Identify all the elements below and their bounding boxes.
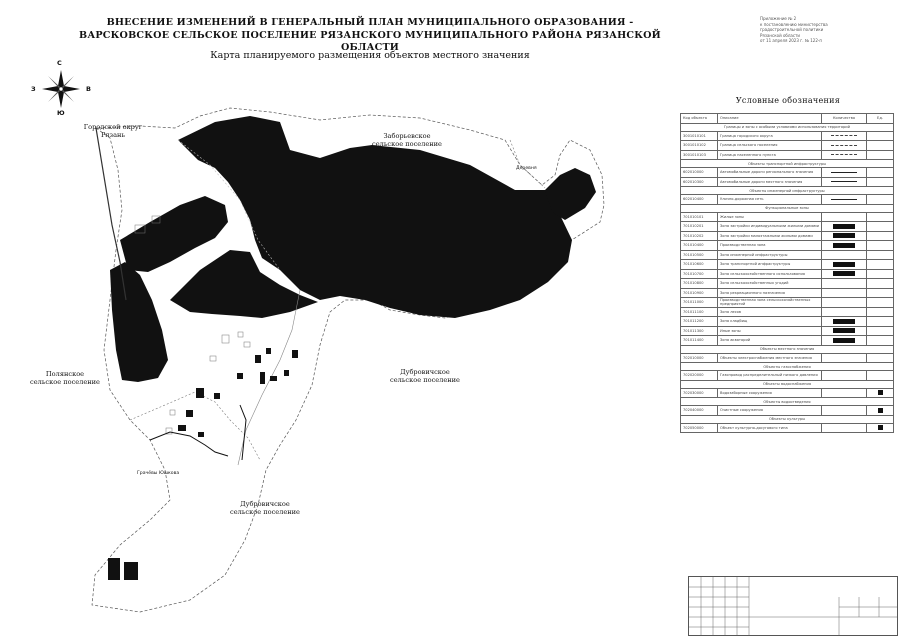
stamp-grid xyxy=(689,577,897,635)
legend-section-heading: Объекты водоотведения xyxy=(681,398,894,406)
legend-symbol xyxy=(822,406,867,416)
legend-symbol xyxy=(822,336,867,346)
compass-north: С xyxy=(57,59,62,67)
legend-code: 701011200 xyxy=(681,317,718,327)
legend-marker xyxy=(867,260,894,270)
legend-symbol xyxy=(822,131,867,141)
legend-description: Производственная зона xyxy=(718,241,822,251)
label-line: сельское поселение xyxy=(230,508,300,516)
swatch-black-icon xyxy=(833,233,855,238)
approval-line: от 11 апреля 2023 г. № 122-п xyxy=(760,38,822,43)
legend-marker xyxy=(867,298,894,308)
legend-description: Зона акваторий xyxy=(718,336,822,346)
legend-symbol: Количество xyxy=(822,114,867,124)
square-marker-icon xyxy=(878,390,883,395)
zone-west-strip xyxy=(110,262,168,382)
solid-line-icon xyxy=(831,172,857,173)
swatch-black-icon xyxy=(833,319,855,324)
legend-description: Зона кладбищ xyxy=(718,317,822,327)
compass-west: З xyxy=(31,85,36,93)
title-block-stamp xyxy=(688,576,898,636)
legend-section-heading: Объекты инженерной инфраструктуры xyxy=(681,187,894,195)
legend-row xyxy=(681,177,894,187)
legend-description: Зона транспортной инфраструктуры xyxy=(718,260,822,270)
legend-code: 701011300 xyxy=(681,326,718,336)
legend-description: Зона сельскохозяйственного использования xyxy=(718,269,822,279)
legend-description: Зона застройки малоэтажными жилыми домами xyxy=(718,231,822,241)
legend-code: 3001010103 xyxy=(681,150,718,160)
legend-row xyxy=(681,363,894,371)
legend-code: 602010000 xyxy=(681,168,718,178)
approval-note xyxy=(760,16,895,44)
label-line: Полянское xyxy=(45,370,85,378)
legend-marker xyxy=(867,195,894,205)
legend-row xyxy=(681,298,894,308)
label-line: сельское поселение xyxy=(372,140,442,148)
swatch-black-icon xyxy=(833,328,855,333)
legend-row xyxy=(681,388,894,398)
compass-east: В xyxy=(86,85,91,93)
legend-marker: Ед. xyxy=(867,114,894,124)
compass-south: Ю xyxy=(57,109,65,117)
legend-symbol xyxy=(822,250,867,260)
legend-section-heading: Объекты транспортной инфраструктуры xyxy=(681,160,894,168)
legend-marker xyxy=(867,371,894,381)
legend-symbol xyxy=(822,269,867,279)
legend-marker xyxy=(867,168,894,178)
legend-code: 702040000 xyxy=(681,406,718,416)
legend-description: Автомобильные дороги регионального значения xyxy=(718,168,822,178)
legend-row xyxy=(681,269,894,279)
swatch-black-icon xyxy=(833,338,855,343)
legend-code: 702010000 xyxy=(681,353,718,363)
legend-description: Граница городского округа xyxy=(718,131,822,141)
legend-symbol xyxy=(822,353,867,363)
legend-row xyxy=(681,250,894,260)
label-line: Дубровичское xyxy=(400,368,450,376)
legend-description: Улично-дорожная сеть xyxy=(718,195,822,205)
legend-row xyxy=(681,398,894,406)
legend-marker xyxy=(867,279,894,289)
legend-symbol xyxy=(822,222,867,232)
legend-marker xyxy=(867,353,894,363)
legend-symbol xyxy=(822,423,867,433)
legend-description: Производственная зона сельскохозяйственных предприятий xyxy=(718,298,822,308)
label-ryazan xyxy=(78,123,148,139)
legend-description: Зона сельскохозяйственных угодий xyxy=(718,279,822,289)
legend-code: 701010400 xyxy=(681,241,718,251)
legend-description: Объект культурно-досугового типа xyxy=(718,423,822,433)
label-line: Заборьевское xyxy=(383,132,431,140)
legend-description: Граница населенного пункта xyxy=(718,150,822,160)
square-marker-icon xyxy=(878,408,883,413)
legend-marker xyxy=(867,141,894,151)
legend-section-heading: Объекты местного значения xyxy=(681,345,894,353)
legend-marker xyxy=(867,336,894,346)
legend-symbol xyxy=(822,177,867,187)
legend-symbol xyxy=(822,150,867,160)
legend-marker xyxy=(867,131,894,141)
title-line-2: ВАРСКОВСКОЕ СЕЛЬСКОЕ ПОСЕЛЕНИЕ РЯЗАНСКОГО МУНИЦИПАЛЬНОГО РАЙОНА РЯЗАНСКОЙ ОБЛАСТИ xyxy=(79,30,661,53)
label-line: Дубровичское xyxy=(240,500,290,508)
legend-description: Зона застройки индивидуальными жилыми домами xyxy=(718,222,822,232)
legend-symbol xyxy=(822,307,867,317)
label-line: сельское поселение xyxy=(30,378,100,386)
legend-section-heading: Объекты газоснабжения xyxy=(681,363,894,371)
legend-row xyxy=(681,336,894,346)
legend-marker xyxy=(867,150,894,160)
legend-marker xyxy=(867,388,894,398)
legend-row xyxy=(681,353,894,363)
legend-code: 701010600 xyxy=(681,260,718,270)
legend-row xyxy=(681,326,894,336)
legend-row xyxy=(681,288,894,298)
legend-row xyxy=(681,231,894,241)
legend-code: 701010900 xyxy=(681,288,718,298)
legend-marker xyxy=(867,250,894,260)
legend-section-heading: Объекты водоснабжения xyxy=(681,380,894,388)
legend-code: 701011000 xyxy=(681,298,718,308)
legend-row xyxy=(681,307,894,317)
legend-code: 602010400 xyxy=(681,195,718,205)
label-zaborye xyxy=(362,132,452,148)
swatch-black-icon xyxy=(833,262,855,267)
legend-description: Граница сельского поселения xyxy=(718,141,822,151)
legend-symbol xyxy=(822,371,867,381)
legend-code: 701010202 xyxy=(681,231,718,241)
solid-line-icon xyxy=(831,181,857,182)
legend-symbol xyxy=(822,260,867,270)
legend-code: 3001010101 xyxy=(681,131,718,141)
legend-marker xyxy=(867,212,894,222)
legend-marker xyxy=(867,406,894,416)
legend-row xyxy=(681,150,894,160)
legend-code: 701010700 xyxy=(681,269,718,279)
legend-symbol xyxy=(822,241,867,251)
legend-code: 3001010102 xyxy=(681,141,718,151)
legend-row xyxy=(681,168,894,178)
legend-description: Газопровод распределительный низкого давления xyxy=(718,371,822,381)
legend-row xyxy=(681,212,894,222)
label-line: Рязань xyxy=(100,131,126,139)
legend-description: Очистные сооружения xyxy=(718,406,822,416)
legend-description: Иные зоны xyxy=(718,326,822,336)
legend-code: 701010800 xyxy=(681,279,718,289)
legend-row xyxy=(681,279,894,289)
label-dubrovichi-east xyxy=(380,368,470,384)
legend-marker xyxy=(867,269,894,279)
legend-row xyxy=(681,345,894,353)
legend-code: 701011100 xyxy=(681,307,718,317)
approval-line: Рязанской области xyxy=(760,32,800,38)
legend-code: 702030000 xyxy=(681,388,718,398)
legend-row xyxy=(681,160,894,168)
swatch-black-icon xyxy=(833,224,855,229)
legend-symbol xyxy=(822,326,867,336)
legend-code: 702020000 xyxy=(681,371,718,381)
legend-symbol xyxy=(822,195,867,205)
legend-description: Зона лесов xyxy=(718,307,822,317)
legend-code: 702050000 xyxy=(681,423,718,433)
legend-code: 701010201 xyxy=(681,222,718,232)
legend-row xyxy=(681,380,894,388)
legend-description: Объекты электроснабжения местного значения xyxy=(718,353,822,363)
legend-symbol xyxy=(822,212,867,222)
solid-line-icon xyxy=(831,199,857,200)
approval-line: к постановлению министерства xyxy=(760,21,828,27)
legend-description: Описание xyxy=(718,114,822,124)
legend-row xyxy=(681,260,894,270)
legend-code: 701010101 xyxy=(681,212,718,222)
legend-row xyxy=(681,406,894,416)
legend-row xyxy=(681,222,894,232)
swatch-black-icon xyxy=(833,243,855,248)
label-dubrovichi-south xyxy=(220,500,310,516)
square-marker-icon xyxy=(878,425,883,430)
legend-row xyxy=(681,204,894,212)
legend-row xyxy=(681,123,894,131)
legend-code: Код объекта xyxy=(681,114,718,124)
legend-section-heading: Границы и зоны с особыми условиями использования территорий xyxy=(681,123,894,131)
legend-code: 701011400 xyxy=(681,336,718,346)
legend-row xyxy=(681,317,894,327)
legend-description: Водозаборные сооружения xyxy=(718,388,822,398)
label-line: сельское поселение xyxy=(390,376,460,384)
legend-row xyxy=(681,187,894,195)
legend-row xyxy=(681,415,894,423)
legend-symbol xyxy=(822,298,867,308)
approval-line: градостроительной политики xyxy=(760,27,824,32)
legend-marker xyxy=(867,288,894,298)
dashed-line-icon xyxy=(831,154,857,155)
legend-section-heading: Функциональные зоны xyxy=(681,204,894,212)
legend-description: Зона инженерной инфраструктуры xyxy=(718,250,822,260)
zone-northwest xyxy=(120,196,228,272)
legend-title: Условные обозначения xyxy=(735,96,841,105)
legend-symbol xyxy=(822,317,867,327)
legend-row xyxy=(681,114,894,124)
legend-marker xyxy=(867,307,894,317)
legend-description: Зона рекреационного назначения xyxy=(718,288,822,298)
legend-symbol xyxy=(822,168,867,178)
legend-row xyxy=(681,423,894,433)
legend-marker xyxy=(867,326,894,336)
legend-marker xyxy=(867,177,894,187)
legend-marker xyxy=(867,222,894,232)
legend-symbol xyxy=(822,231,867,241)
legend-marker xyxy=(867,317,894,327)
legend-code: 701010500 xyxy=(681,250,718,260)
legend-section-heading: Объекты культуры xyxy=(681,415,894,423)
legend-symbol xyxy=(822,388,867,398)
zone-east-small xyxy=(545,168,596,220)
title-line-1: ВНЕСЕНИЕ ИЗМЕНЕНИЙ В ГЕНЕРАЛЬНЫЙ ПЛАН МУНИЦИПАЛЬНОГО ОБРАЗОВАНИЯ - xyxy=(106,17,634,28)
legend-row xyxy=(681,131,894,141)
legend-marker xyxy=(867,241,894,251)
legend-symbol xyxy=(822,141,867,151)
legend-table xyxy=(680,113,894,433)
legend-code: 602010300 xyxy=(681,177,718,187)
legend-row xyxy=(681,241,894,251)
legend-description: Автомобильные дороги местного значения xyxy=(718,177,822,187)
dashed-line-icon xyxy=(831,145,857,146)
label-line: Городской округ xyxy=(83,123,143,131)
dashed-line-icon xyxy=(831,135,857,136)
label-polyanskoe xyxy=(20,370,110,386)
approval-line: Приложение № 2 xyxy=(760,16,797,21)
legend-description: Жилые зоны xyxy=(718,212,822,222)
label-village: Грачёвы Юшкова xyxy=(137,471,180,476)
legend-row xyxy=(681,141,894,151)
legend-marker xyxy=(867,423,894,433)
legend-symbol xyxy=(822,288,867,298)
legend-row xyxy=(681,195,894,205)
label-village-small: Деревня xyxy=(516,166,537,171)
map-subtitle: Карта планируемого размещения объектов местного значения xyxy=(210,50,530,61)
legend-marker xyxy=(867,231,894,241)
legend-symbol xyxy=(822,279,867,289)
swatch-black-icon xyxy=(833,271,855,276)
legend-row xyxy=(681,371,894,381)
